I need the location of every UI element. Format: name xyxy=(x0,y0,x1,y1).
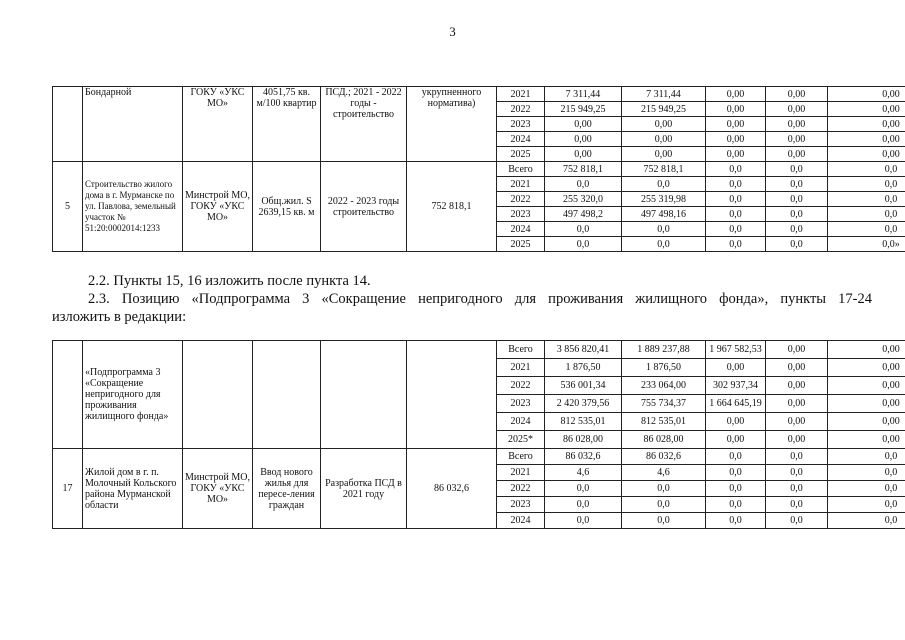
regional-budget-cell: 755 734,37 xyxy=(622,395,706,413)
local-budget-cell: 0,00 xyxy=(766,147,828,162)
other-cell: 0,00 xyxy=(828,431,905,449)
total-cell: 812 535,01 xyxy=(545,413,622,431)
other-cell: 0,00 xyxy=(828,395,905,413)
year-cell: 2023 xyxy=(497,207,545,222)
local-budget-cell: 0,0 xyxy=(766,222,828,237)
total-cell: 497 498,2 xyxy=(545,207,622,222)
federal-budget-cell: 0,0 xyxy=(706,162,766,177)
federal-budget-cell: 0,0 xyxy=(706,513,766,529)
other-cell: 0,0 xyxy=(828,449,905,465)
paragraph-2-3-line1: 2.3. Позицию «Подпрограмма 3 «Сокращение непригодного для проживания жилищного фонда», пункты 17-24 xyxy=(88,291,872,307)
other-cell: 0,0 xyxy=(828,481,905,497)
item-name: «Подпрограмма 3 «Сокращение непригодного для проживания жилищного фонда» xyxy=(83,341,183,449)
item-capacity: 4051,75 кв. м/100 квартир xyxy=(253,87,321,162)
item-stage: Разработка ПСД в 2021 году xyxy=(321,449,407,529)
local-budget-cell: 0,0 xyxy=(766,207,828,222)
federal-budget-cell: 0,0 xyxy=(706,237,766,252)
year-cell: 2021 xyxy=(497,359,545,377)
year-cell: 2024 xyxy=(497,132,545,147)
total-cell: 2 420 379,56 xyxy=(545,395,622,413)
federal-budget-cell: 0,0 xyxy=(706,222,766,237)
other-cell: 0,00 xyxy=(828,377,905,395)
total-cell: 0,00 xyxy=(545,117,622,132)
other-cell: 0,0» xyxy=(828,237,905,252)
local-budget-cell: 0,00 xyxy=(766,102,828,117)
item-cost: укрупненного норматива) xyxy=(407,87,497,162)
other-cell: 0,0 xyxy=(828,177,905,192)
item-customer: ГОКУ «УКС МО» xyxy=(183,87,253,162)
regional-budget-cell: 255 319,98 xyxy=(622,192,706,207)
total-cell: 7 311,44 xyxy=(545,87,622,102)
year-cell: 2021 xyxy=(497,177,545,192)
total-cell: 0,0 xyxy=(545,513,622,529)
other-cell: 0,00 xyxy=(828,413,905,431)
total-cell: 0,0 xyxy=(545,177,622,192)
federal-budget-cell: 0,00 xyxy=(706,359,766,377)
total-cell: 0,0 xyxy=(545,237,622,252)
year-cell: 2022 xyxy=(497,377,545,395)
table-row xyxy=(53,449,905,465)
regional-budget-cell: 4,6 xyxy=(622,465,706,481)
year-cell: 2022 xyxy=(497,102,545,117)
year-cell: 2022 xyxy=(497,192,545,207)
federal-budget-cell: 0,00 xyxy=(706,431,766,449)
paragraph-2-3 xyxy=(52,290,872,326)
local-budget-cell: 0,00 xyxy=(766,377,828,395)
regional-budget-cell: 0,0 xyxy=(622,237,706,252)
regional-budget-cell: 215 949,25 xyxy=(622,102,706,117)
federal-budget-cell: 0,0 xyxy=(706,449,766,465)
other-cell: 0,00 xyxy=(828,147,905,162)
item-capacity: Общ.жил. S 2639,15 кв. м xyxy=(253,162,321,252)
regional-budget-cell: 1 876,50 xyxy=(622,359,706,377)
regional-budget-cell: 0,0 xyxy=(622,497,706,513)
regional-budget-cell: 0,0 xyxy=(622,177,706,192)
federal-budget-cell: 0,00 xyxy=(706,132,766,147)
federal-budget-cell: 0,0 xyxy=(706,481,766,497)
federal-budget-cell: 0,0 xyxy=(706,192,766,207)
regional-budget-cell: 497 498,16 xyxy=(622,207,706,222)
other-cell: 0,00 xyxy=(828,341,905,359)
item-customer xyxy=(183,341,253,449)
federal-budget-cell: 0,0 xyxy=(706,465,766,481)
local-budget-cell: 0,0 xyxy=(766,192,828,207)
table-row xyxy=(53,162,905,177)
regional-budget-cell: 0,00 xyxy=(622,132,706,147)
year-cell: 2025* xyxy=(497,431,545,449)
paragraph-2-2: 2.2. Пункты 15, 16 изложить после пункта 14. xyxy=(88,273,371,289)
local-budget-cell: 0,0 xyxy=(766,162,828,177)
local-budget-cell: 0,0 xyxy=(766,465,828,481)
other-cell: 0,00 xyxy=(828,87,905,102)
total-cell: 0,00 xyxy=(545,147,622,162)
table-row xyxy=(53,87,905,102)
year-cell: 2024 xyxy=(497,222,545,237)
total-cell: 3 856 820,41 xyxy=(545,341,622,359)
item-name: Бондарной xyxy=(83,87,183,162)
local-budget-cell: 0,0 xyxy=(766,497,828,513)
paragraph-2-3-line2: изложить в редакции: xyxy=(52,309,187,325)
regional-budget-cell: 86 028,00 xyxy=(622,431,706,449)
year-cell: 2025 xyxy=(497,237,545,252)
regional-budget-cell: 1 889 237,88 xyxy=(622,341,706,359)
local-budget-cell: 0,00 xyxy=(766,87,828,102)
local-budget-cell: 0,0 xyxy=(766,481,828,497)
item-name: Строительство жилого дома в г. Мурманске по ул. Павлова, земельный участок № 51:20:0002014:1233 xyxy=(83,162,183,252)
total-cell: 0,0 xyxy=(545,497,622,513)
federal-budget-cell: 0,00 xyxy=(706,117,766,132)
item-number xyxy=(53,341,83,449)
federal-budget-cell: 0,0 xyxy=(706,497,766,513)
federal-budget-cell: 0,00 xyxy=(706,102,766,117)
item-stage: 2022 - 2023 годы строительство xyxy=(321,162,407,252)
total-cell: 255 320,0 xyxy=(545,192,622,207)
local-budget-cell: 0,00 xyxy=(766,395,828,413)
total-cell: 86 028,00 xyxy=(545,431,622,449)
budget-table-2 xyxy=(52,340,905,529)
federal-budget-cell: 0,00 xyxy=(706,413,766,431)
year-cell: Всего xyxy=(497,162,545,177)
item-cost xyxy=(407,341,497,449)
table-2-body xyxy=(53,341,905,529)
total-cell: 4,6 xyxy=(545,465,622,481)
item-stage: ПСД.; 2021 - 2022 годы - строительство xyxy=(321,87,407,162)
other-cell: 0,00 xyxy=(828,102,905,117)
regional-budget-cell: 0,0 xyxy=(622,513,706,529)
year-cell: 2025 xyxy=(497,147,545,162)
regional-budget-cell: 0,00 xyxy=(622,117,706,132)
total-cell: 86 032,6 xyxy=(545,449,622,465)
table-1-body xyxy=(53,87,905,252)
item-capacity xyxy=(253,341,321,449)
total-cell: 215 949,25 xyxy=(545,102,622,117)
year-cell: 2024 xyxy=(497,513,545,529)
regional-budget-cell: 812 535,01 xyxy=(622,413,706,431)
federal-budget-cell: 0,0 xyxy=(706,207,766,222)
other-cell: 0,0 xyxy=(828,465,905,481)
item-name: Жилой дом в г. п. Молочный Кольского района Мурманской области xyxy=(83,449,183,529)
federal-budget-cell: 0,0 xyxy=(706,177,766,192)
budget-table-1 xyxy=(52,86,905,252)
federal-budget-cell: 302 937,34 xyxy=(706,377,766,395)
other-cell: 0,00 xyxy=(828,132,905,147)
regional-budget-cell: 233 064,00 xyxy=(622,377,706,395)
local-budget-cell: 0,0 xyxy=(766,177,828,192)
regional-budget-cell: 0,0 xyxy=(622,481,706,497)
year-cell: Всего xyxy=(497,341,545,359)
local-budget-cell: 0,0 xyxy=(766,513,828,529)
local-budget-cell: 0,00 xyxy=(766,117,828,132)
local-budget-cell: 0,0 xyxy=(766,449,828,465)
year-cell: 2023 xyxy=(497,395,545,413)
item-cost: 86 032,6 xyxy=(407,449,497,529)
year-cell: Всего xyxy=(497,449,545,465)
local-budget-cell: 0,0 xyxy=(766,237,828,252)
item-customer: Минстрой МО, ГОКУ «УКС МО» xyxy=(183,449,253,529)
item-number xyxy=(53,87,83,162)
other-cell: 0,00 xyxy=(828,117,905,132)
other-cell: 0,00 xyxy=(828,359,905,377)
regional-budget-cell: 86 032,6 xyxy=(622,449,706,465)
year-cell: 2022 xyxy=(497,481,545,497)
local-budget-cell: 0,00 xyxy=(766,132,828,147)
year-cell: 2021 xyxy=(497,87,545,102)
other-cell: 0,0 xyxy=(828,497,905,513)
other-cell: 0,0 xyxy=(828,222,905,237)
other-cell: 0,0 xyxy=(828,207,905,222)
regional-budget-cell: 0,00 xyxy=(622,147,706,162)
other-cell: 0,0 xyxy=(828,162,905,177)
total-cell: 0,00 xyxy=(545,132,622,147)
table-row xyxy=(53,341,905,359)
item-cost: 752 818,1 xyxy=(407,162,497,252)
total-cell: 536 001,34 xyxy=(545,377,622,395)
federal-budget-cell: 1 664 645,19 xyxy=(706,395,766,413)
regional-budget-cell: 0,0 xyxy=(622,222,706,237)
year-cell: 2021 xyxy=(497,465,545,481)
regional-budget-cell: 7 311,44 xyxy=(622,87,706,102)
local-budget-cell: 0,00 xyxy=(766,341,828,359)
total-cell: 0,0 xyxy=(545,481,622,497)
other-cell: 0,0 xyxy=(828,192,905,207)
year-cell: 2023 xyxy=(497,497,545,513)
other-cell: 0,0 xyxy=(828,513,905,529)
year-cell: 2023 xyxy=(497,117,545,132)
item-stage xyxy=(321,341,407,449)
total-cell: 0,0 xyxy=(545,222,622,237)
item-customer: Минстрой МО, ГОКУ «УКС МО» xyxy=(183,162,253,252)
item-number: 17 xyxy=(53,449,83,529)
item-number: 5 xyxy=(53,162,83,252)
year-cell: 2024 xyxy=(497,413,545,431)
federal-budget-cell: 0,00 xyxy=(706,87,766,102)
page-number: 3 xyxy=(449,24,456,39)
regional-budget-cell: 752 818,1 xyxy=(622,162,706,177)
federal-budget-cell: 0,00 xyxy=(706,147,766,162)
local-budget-cell: 0,00 xyxy=(766,359,828,377)
item-capacity: Ввод нового жилья для пересе-ления граждан xyxy=(253,449,321,529)
total-cell: 1 876,50 xyxy=(545,359,622,377)
federal-budget-cell: 1 967 582,53 xyxy=(706,341,766,359)
local-budget-cell: 0,00 xyxy=(766,431,828,449)
local-budget-cell: 0,00 xyxy=(766,413,828,431)
total-cell: 752 818,1 xyxy=(545,162,622,177)
